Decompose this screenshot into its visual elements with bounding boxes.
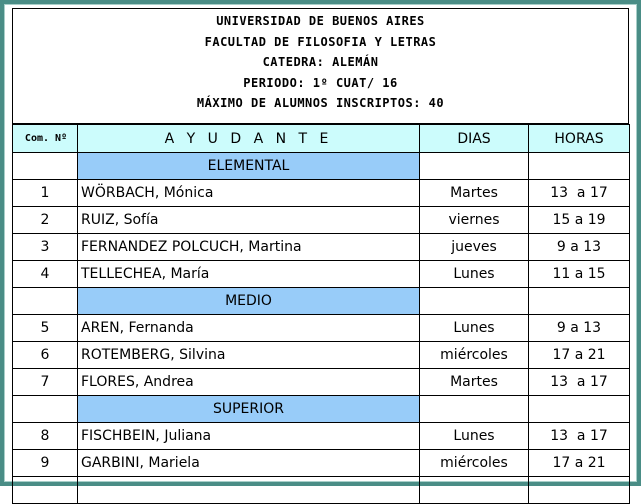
- row-number: 9: [13, 450, 78, 477]
- table-header-row: [13, 125, 630, 153]
- section-spacer: [529, 288, 630, 315]
- section-row-superior: [13, 396, 630, 423]
- section-spacer: [420, 153, 529, 180]
- row-day: Martes: [420, 180, 529, 207]
- table-row: [13, 315, 630, 342]
- row-day: viernes: [420, 207, 529, 234]
- section-spacer: [13, 153, 78, 180]
- row-day: Lunes: [420, 315, 529, 342]
- row-hours: 17 a 21: [529, 450, 630, 477]
- section-row-medio: [13, 288, 630, 315]
- row-day: Lunes: [420, 423, 529, 450]
- row-name: FERNANDEZ POLCUCH, Martina: [78, 234, 420, 261]
- row-name: FISCHBEIN, Juliana: [78, 423, 420, 450]
- row-number: 2: [13, 207, 78, 234]
- header-catedra: CATEDRA: ALEMÁN: [262, 55, 379, 69]
- column-header-dias: DIAS: [420, 125, 529, 153]
- row-number: 6: [13, 342, 78, 369]
- row-name: TELLECHEA, María: [78, 261, 420, 288]
- row-name: ROTEMBERG, Silvina: [78, 342, 420, 369]
- table-row: [13, 207, 630, 234]
- table-row: [13, 342, 630, 369]
- row-number: 8: [13, 423, 78, 450]
- row-name: GARBINI, Mariela: [78, 450, 420, 477]
- row-name: FLORES, Andrea: [78, 369, 420, 396]
- row-number: 3: [13, 234, 78, 261]
- table-row: [13, 450, 630, 477]
- section-spacer: [13, 396, 78, 423]
- table-row: [13, 423, 630, 450]
- row-hours: 9 a 13: [529, 315, 630, 342]
- row-hours: 9 a 13: [529, 234, 630, 261]
- row-name: AREN, Fernanda: [78, 315, 420, 342]
- cut-cell: [420, 477, 529, 504]
- section-spacer: [420, 288, 529, 315]
- section-label-superior: SUPERIOR: [78, 396, 420, 423]
- table-row-cut-off: [13, 477, 630, 504]
- row-number: 7: [13, 369, 78, 396]
- row-day: miércoles: [420, 450, 529, 477]
- row-hours: 13 a 17: [529, 180, 630, 207]
- row-hours: 13 a 17: [529, 423, 630, 450]
- cut-cell: [78, 477, 420, 504]
- section-spacer: [420, 396, 529, 423]
- header-university: UNIVERSIDAD DE BUENOS AIRES: [216, 14, 425, 28]
- schedule-table: [12, 124, 630, 504]
- table-row: [13, 234, 630, 261]
- section-spacer: [529, 396, 630, 423]
- table-row: [13, 261, 630, 288]
- table-row: [13, 180, 630, 207]
- row-number: 5: [13, 315, 78, 342]
- row-number: 1: [13, 180, 78, 207]
- column-header-com: Com. Nº: [13, 125, 78, 153]
- row-day: Martes: [420, 369, 529, 396]
- header-faculty: FACULTAD DE FILOSOFIA Y LETRAS: [204, 34, 437, 49]
- header-maximo: MÁXIMO DE ALUMNOS INSCRIPTOS: 40: [196, 96, 445, 110]
- table-row: [13, 369, 630, 396]
- row-name: RUIZ, Sofía: [78, 207, 420, 234]
- row-day: Lunes: [420, 261, 529, 288]
- document-header: [12, 8, 629, 124]
- row-hours: 17 a 21: [529, 342, 630, 369]
- row-day: jueves: [420, 234, 529, 261]
- row-number: 4: [13, 261, 78, 288]
- section-label-medio: MEDIO: [78, 288, 420, 315]
- column-header-horas: HORAS: [529, 125, 630, 153]
- header-periodo: PERIODO: 1º CUAT/ 16: [243, 75, 398, 90]
- cut-cell: [13, 477, 78, 504]
- row-hours: 15 a 19: [529, 207, 630, 234]
- section-spacer: [529, 153, 630, 180]
- section-label-elemental: ELEMENTAL: [78, 153, 420, 180]
- column-header-ayudante: A Y U D A N T E: [78, 125, 420, 153]
- section-spacer: [13, 288, 78, 315]
- row-name: WÖRBACH, Mónica: [78, 180, 420, 207]
- row-hours: 13 a 17: [529, 369, 630, 396]
- cut-cell: [529, 477, 630, 504]
- section-row-elemental: [13, 153, 630, 180]
- row-day: miércoles: [420, 342, 529, 369]
- row-hours: 11 a 15: [529, 261, 630, 288]
